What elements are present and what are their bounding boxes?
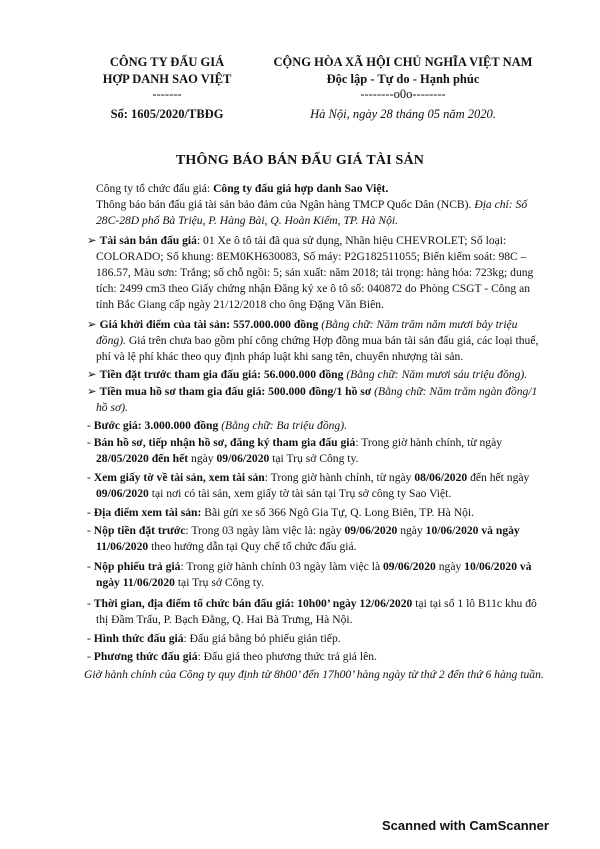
time-text-2: thị Đầm Trấu, P. Bạch Đằng, Q. Hai Bà Trưng, Hà Nội. xyxy=(96,613,353,626)
docs-date-2: 09/06/2020 xyxy=(216,452,270,465)
asset-text-5: tỉnh Bắc Giang cấp ngày 21/12/2018 cho ông Đặng Văn Biên. xyxy=(96,298,384,311)
step-words: (Bằng chữ: Ba triệu đồng). xyxy=(218,419,347,432)
asset-line-2 xyxy=(96,249,526,265)
company-separator: ------- xyxy=(152,87,182,101)
bid-line-2 xyxy=(96,575,264,591)
dep-and: ngày xyxy=(397,524,426,537)
bid-text-2a: ngày xyxy=(96,576,123,589)
price-note-2: phí và lệ phí khác theo quy định pháp luật khi sang tên, chuyển nhượng tài sản. xyxy=(96,350,464,363)
fee-label: Tiền mua hồ sơ tham gia đấu giá: 500.000 đồng/1 hồ sơ xyxy=(99,385,372,398)
fee-words-2: hồ sơ). xyxy=(96,401,128,414)
price-line-3 xyxy=(96,349,463,365)
bid-and: ngày xyxy=(435,560,465,573)
price-note-1: Giá trên chưa bao gồm phí công chứng Hợp đồng mua bán tài sản đấu giá, các loại thuế, xyxy=(125,334,539,347)
view-line-1 xyxy=(87,470,529,486)
view-date-2: 09/06/2020 xyxy=(96,487,149,500)
price-words-1: (Bằng chữ: Năm trăm năm mươi bảy triệu xyxy=(321,318,518,331)
docs-label: Bán hồ sơ, tiếp nhận hồ sơ, đăng ký tham gia đấu giá xyxy=(93,436,356,449)
docs-end: tại Trụ sở Công ty. xyxy=(269,452,359,465)
hours-note-text: Giờ hành chính của Công ty quy định từ 8h00’ đến 17h00’ hàng ngày từ thứ 2 đến thứ 6 hàng tuần. xyxy=(84,668,544,681)
bid-text-1: : Trong giờ hành chính 03 ngày làm việc là xyxy=(180,560,383,573)
dep-line-2 xyxy=(96,539,357,555)
company-name-line2: HỢP DANH SAO VIỆT xyxy=(102,72,232,86)
arrow-bullet-icon: ➢ xyxy=(87,234,97,247)
step-label: Bước giá xyxy=(93,419,138,432)
time-text-1: tại tại số 1 lô B11c khu đô xyxy=(412,597,537,610)
view-label: Xem giấy tờ về tài sản, xem tài sản xyxy=(93,471,265,484)
national-motto: Độc lập - Tự do - Hạnh phúc xyxy=(326,72,480,86)
dep-date-3: 11/06/2020 xyxy=(96,540,149,553)
dep-date-1: 09/06/2020 xyxy=(344,524,398,537)
bullet-dot-icon: - xyxy=(87,419,91,432)
deposit-words: (Bằng chữ: Năm mươi sáu triệu đồng). xyxy=(346,368,528,381)
form-label: Hình thức đấu giá xyxy=(93,632,184,645)
place-line xyxy=(87,505,474,521)
method-label: Phương thức đấu giá xyxy=(93,650,198,663)
dep-and-2: và ngày xyxy=(478,524,520,537)
deposit-line xyxy=(87,367,527,383)
view-date-1: 08/06/2020 xyxy=(414,471,468,484)
docs-line-1 xyxy=(87,435,502,451)
dep-text-1: : Trong 03 ngày làm việc là: ngày xyxy=(185,524,345,537)
price-label: Giá khởi điểm của tài sản: 557.000.000 đồng xyxy=(99,318,319,331)
company-name-line1: CÔNG TY ĐẤU GIÁ xyxy=(109,55,225,69)
bid-date-3: 11/06/2020 xyxy=(122,576,175,589)
bullet-dash-icon: - xyxy=(87,650,91,663)
view-text-2: tại nơi có tài sản, xem giấy tờ tài sản tại Trụ sở công ty Sao Việt. xyxy=(148,487,452,500)
place-value: Bãi gửi xe số 366 Ngô Gia Tự, Q. Long Biên, TP. Hà Nội. xyxy=(201,506,475,519)
bullet-dash-icon: - xyxy=(87,632,91,645)
dep-label: Nộp tiền đặt trước xyxy=(93,524,186,537)
method-value: : Đấu giá theo phương thức trả giá lên. xyxy=(197,650,377,663)
time-value: : 10h00’ ngày 12/06/2020 xyxy=(290,597,413,610)
docs-line-2 xyxy=(96,451,358,467)
intro-address-1: Địa chỉ: Số xyxy=(474,198,528,211)
asset-text-3: 186.57, Màu sơn: Trắng; số chỗ ngồi: 5; sản xuất: năm 2018; tải trọng: hàng hóa: 723kg; dung xyxy=(96,266,534,279)
step-line xyxy=(87,418,347,434)
docs-mid: ngày xyxy=(188,452,217,465)
page-title: THÔNG BÁO BÁN ĐẤU GIÁ TÀI SẢN xyxy=(175,153,425,168)
hours-note xyxy=(84,667,544,683)
national-title: CỘNG HÒA XÃ HỘI CHỦ NGHĨA VIỆT NAM xyxy=(273,55,533,69)
fee-line-1 xyxy=(87,384,537,400)
asset-line-5 xyxy=(96,297,384,313)
asset-line-1 xyxy=(87,233,506,249)
time-label: Thời gian, địa điểm tổ chức bán đấu giá xyxy=(93,597,291,610)
view-line-2 xyxy=(96,486,451,502)
bullet-dash-icon: - xyxy=(87,560,91,573)
bid-date-1: 09/06/2020 xyxy=(383,560,436,573)
arrow-bullet-icon: ➢ xyxy=(87,368,97,381)
form-line xyxy=(87,631,341,647)
view-text-1b: đến hết ngày xyxy=(467,471,530,484)
form-value: : Đấu giá bằng bỏ phiếu gián tiếp. xyxy=(183,632,341,645)
dep-line-1 xyxy=(87,523,520,539)
org-label: Công ty tổ chức đấu giá: xyxy=(96,182,214,195)
price-line-1 xyxy=(87,317,517,333)
intro-line-2 xyxy=(96,213,398,229)
asset-line-4 xyxy=(96,281,530,297)
dep-text-2: theo hướng dẫn tại Quy chế tổ chức đấu giá. xyxy=(148,540,357,553)
document-date: Hà Nội, ngày 28 tháng 05 năm 2020. xyxy=(310,107,496,121)
org-line xyxy=(96,181,388,197)
document-number: Số: 1605/2020/TBĐG xyxy=(110,107,224,121)
scanner-watermark: Scanned with CamScanner xyxy=(382,818,549,833)
dep-date-2: 10/06/2020 xyxy=(425,524,479,537)
view-text-1: : Trong giờ hành chính, từ ngày xyxy=(264,471,415,484)
intro-address-2: 28C-28D phố Bà Triệu, P. Hàng Bài, Q. Hoàn Kiếm, TP. Hà Nội. xyxy=(96,214,398,227)
intro-line xyxy=(96,197,527,213)
bullet-dash-icon: - xyxy=(87,524,91,537)
bullet-dash-icon: - xyxy=(87,597,91,610)
national-separator: --------o0o-------- xyxy=(360,87,446,101)
bid-date-2: 10/06/2020 xyxy=(464,560,517,573)
asset-line-3 xyxy=(96,265,533,281)
bullet-dash-icon: - xyxy=(87,436,91,449)
asset-text-1: : 01 Xe ô tô tải đã qua sử dụng, Nhãn hiệu CHEVROLET; Số loại: xyxy=(196,234,507,247)
asset-text-4: tích: 2499 cm3 theo Giấy chứng nhận Đăng ký xe ô tô số: 040872 do Phòng CSGT - Công an xyxy=(96,282,531,295)
org-name: Công ty đấu giá hợp danh Sao Việt. xyxy=(213,182,389,195)
docs-date-1: 28/05/2020 đến hết xyxy=(96,452,189,465)
place-label: Địa điểm xem tài sản: xyxy=(93,506,202,519)
bid-text-2: tại Trụ sở Công ty. xyxy=(174,576,265,589)
bullet-dash-icon: - xyxy=(87,471,91,484)
time-line-2 xyxy=(96,612,353,628)
docs-text-1: : Trong giờ hành chính, từ ngày xyxy=(355,436,503,449)
deposit-label: Tiền đặt trước tham gia đấu giá: 56.000.000 đồng xyxy=(99,368,344,381)
bullet-dash-icon: - xyxy=(87,506,91,519)
bid-and-2: và xyxy=(517,560,532,573)
fee-line-2 xyxy=(96,400,128,416)
time-line-1 xyxy=(87,596,537,612)
method-line xyxy=(87,649,377,665)
intro-text: Thông báo bán đấu giá tài sản bảo đảm của Ngân hàng TMCP Quốc Dân (NCB). xyxy=(96,198,475,211)
arrow-bullet-icon: ➢ xyxy=(87,318,97,331)
asset-text-2: COLORADO; Số khung: 8EM0KH630083, Số máy: P2G182511055; Biển kiểm soát: 98C – xyxy=(96,250,527,263)
price-words-2: đồng). xyxy=(96,334,126,347)
price-line-2 xyxy=(96,333,538,349)
arrow-bullet-icon: ➢ xyxy=(87,385,97,398)
asset-label: Tài sản bán đấu giá xyxy=(99,234,197,247)
fee-words-1: (Bằng chữ: Năm trăm ngàn đồng/1 xyxy=(374,385,538,398)
bid-line-1 xyxy=(87,559,532,575)
bid-label: Nộp phiếu trả giá xyxy=(93,560,181,573)
step-value: : 3.000.000 đồng xyxy=(137,419,219,432)
